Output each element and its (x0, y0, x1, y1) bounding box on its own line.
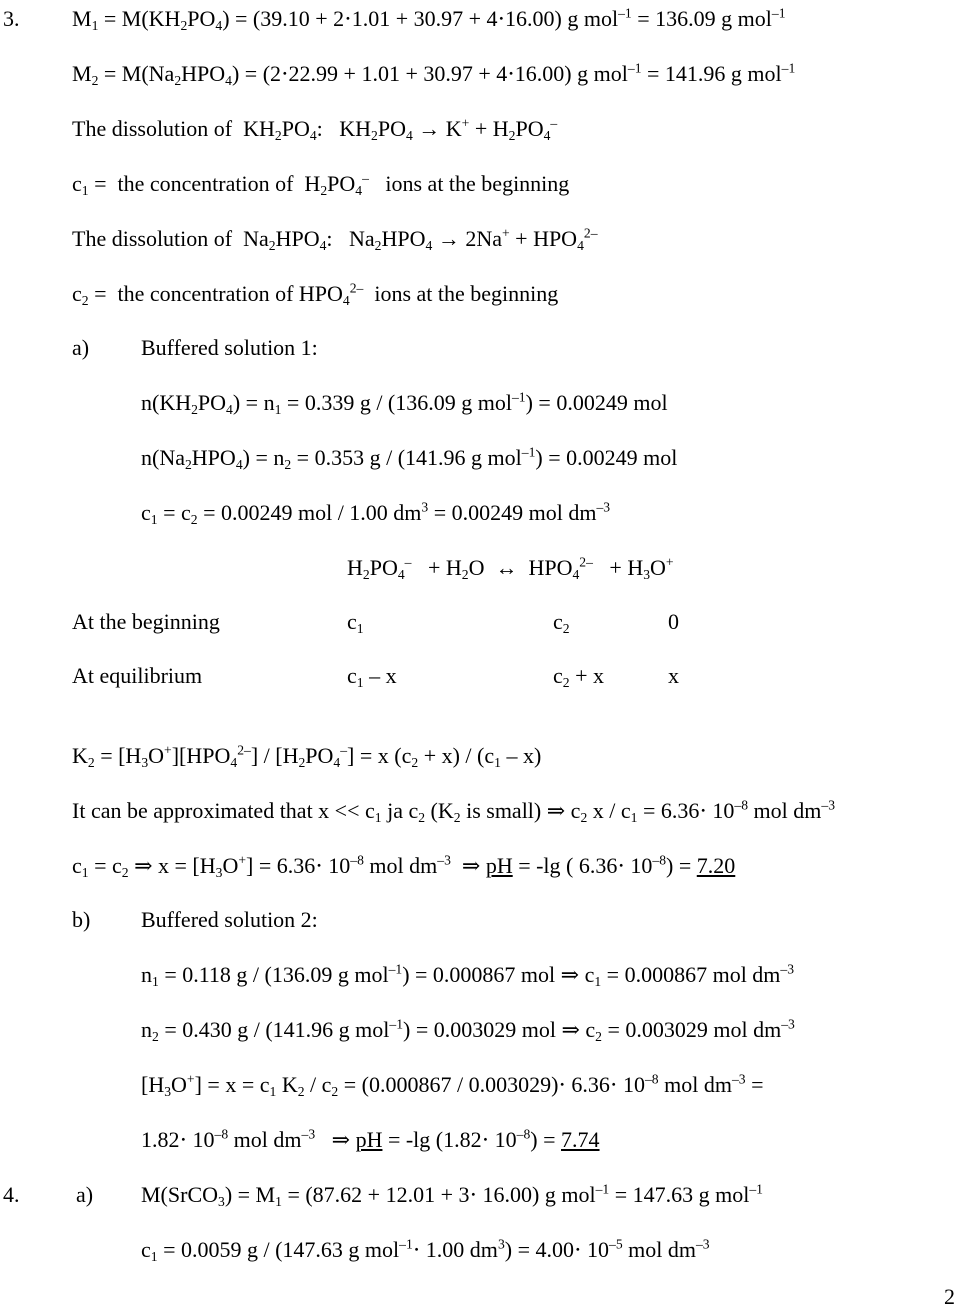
part-a-concentration: $c_1 = c_2 = 0.00249$ mol / 1.00 $dm^3 = 0.00249$ mol $dm^{-3}$ (141, 499, 611, 527)
c1-definition: $c_1$ = the concentration of $H_2PO_4^-$ ions at the beginning (72, 170, 570, 198)
table-row-beginning-label: At the beginning (72, 609, 220, 634)
table-row-equilibrium-c1: $c_1$ – x (347, 663, 397, 690)
part-a-label: a) (72, 335, 90, 360)
part-b-n1: $n_1 = 0.118$ g / (136.09 g mol$^{-1}$) = 0.000867 mol ⇒ $c_1 = 0.000867$ mol $dm^{-3}$ (141, 961, 795, 989)
approximation: It can be approximated that $x << c_1$ ja $c_2$ ($K_2$ is small) ⇒ $c_2$ $x / c_1 = 6.36\cdot 10^{-8}$ mol $dm^{-3}$ (72, 797, 835, 825)
problem-4-number: 4. (3, 1182, 20, 1207)
table-row-equilibrium-label: At equilibrium (72, 663, 203, 688)
molar-mass-1: $M_1 = M(KH_2PO_4) = (39.10 + 2\cdot 1.01 + 30.97 + 4\cdot 16.00)$ g mol$^{-1}$ = 136.09 g mol$^{-1}$ (72, 5, 786, 33)
c2-definition: $c_2$ = the concentration of $HPO_4^{2-}$ ions at the beginning (72, 280, 559, 308)
dissolution-kh2po4: The dissolution of $KH_2PO_4$: $KH_2PO_4 \to K^+ + H_2PO_4^-$ (72, 115, 558, 143)
table-row-equilibrium-c3: x (668, 663, 679, 688)
k2-expression: $K_2 = [H_3O^+][HPO_4^{2-}] / [H_2PO_4^-] = x$ $(c_2 + x) / (c_1 - x)$ (72, 742, 542, 770)
table-row-beginning-c2: $c_2$ (553, 609, 570, 636)
part-a-title: Buffered solution 1: (141, 335, 318, 360)
problem-4-part-label: a) (76, 1182, 94, 1207)
dissolution-na2hpo4: The dissolution of $Na_2HPO_4$: $Na_2HPO_4 \to 2Na^+ + HPO_4^{2-}$ (72, 225, 598, 253)
part-a-n1: $n(KH_2PO_4) = n_1 = 0.339$ g / (136.09 g mol$^{-1}$) = 0.00249 mol (141, 389, 668, 417)
part-b-n2: $n_2 = 0.430$ g / (141.96 g mol$^{-1}$) = 0.003029 mol ⇒ $c_2 = 0.003029$ mol $dm^{-3}$ (141, 1016, 795, 1044)
part-a-ph: $c_1 = c_2$ ⇒ $x = [H_3O^+] = 6.36\cdot 10^{-8}$ mol $dm^{-3}$ ⇒ pH = -lg ( $6.36\cdot 10^{-8}) = 7.20$ (72, 852, 736, 880)
problem-4-c1: $c_1 = 0.0059$ g / (147.63 g mol$^{-1}$⋅ 1.00 $dm^3) = 4.00\cdot 10^{-5}$ mol $dm^{-3}$ (141, 1236, 710, 1264)
part-b-h3o: $[H_3O^+] = x = c_1$ $K_2 / c_2 = (0.000867 / 0.003029)\cdot 6.36\cdot 10^{-8}$ mol $dm^{-3}$ = (141, 1071, 764, 1099)
table-row-equilibrium-c2: $c_2 + x$ (553, 663, 604, 690)
page-number: 2 (944, 1284, 955, 1309)
part-b-ph: $1.82\cdot 10^{-8}$ mol $dm^{-3}$ ⇒ pH = -lg $(1.82\cdot 10^{-8}) = 7.74$ (141, 1126, 600, 1152)
problem-3-number: 3. (3, 6, 20, 31)
part-b-title: Buffered solution 2: (141, 907, 318, 932)
table-row-beginning-c3: 0 (668, 609, 679, 634)
table-row-beginning-c1: $c_1$ (347, 609, 364, 636)
equilibrium-equation: $H_2PO_4^- + H_2O$ ↔ $HPO_4^{2-} + H_3O^+$ (347, 554, 674, 582)
problem-4-molar-mass: M(SrCO$_3$) = $M_1 = (87.62 + 12.01 + 3\cdot 16.00)$ g mol$^{-1}$ = 147.63 g mol$^{-1}$ (141, 1181, 763, 1209)
molar-mass-2: $M_2 = M(Na_2HPO_4) = (2\cdot 22.99 + 1.01 + 30.97 + 4\cdot 16.00)$ g mol$^{-1}$ = 141.96 g mol$^{-1}$ (72, 60, 796, 88)
part-a-n2: $n(Na_2HPO_4) = n_2 = 0.353$ g / (141.96 g mol$^{-1}$) = 0.00249 mol (141, 444, 678, 472)
part-b-label: b) (72, 907, 91, 932)
